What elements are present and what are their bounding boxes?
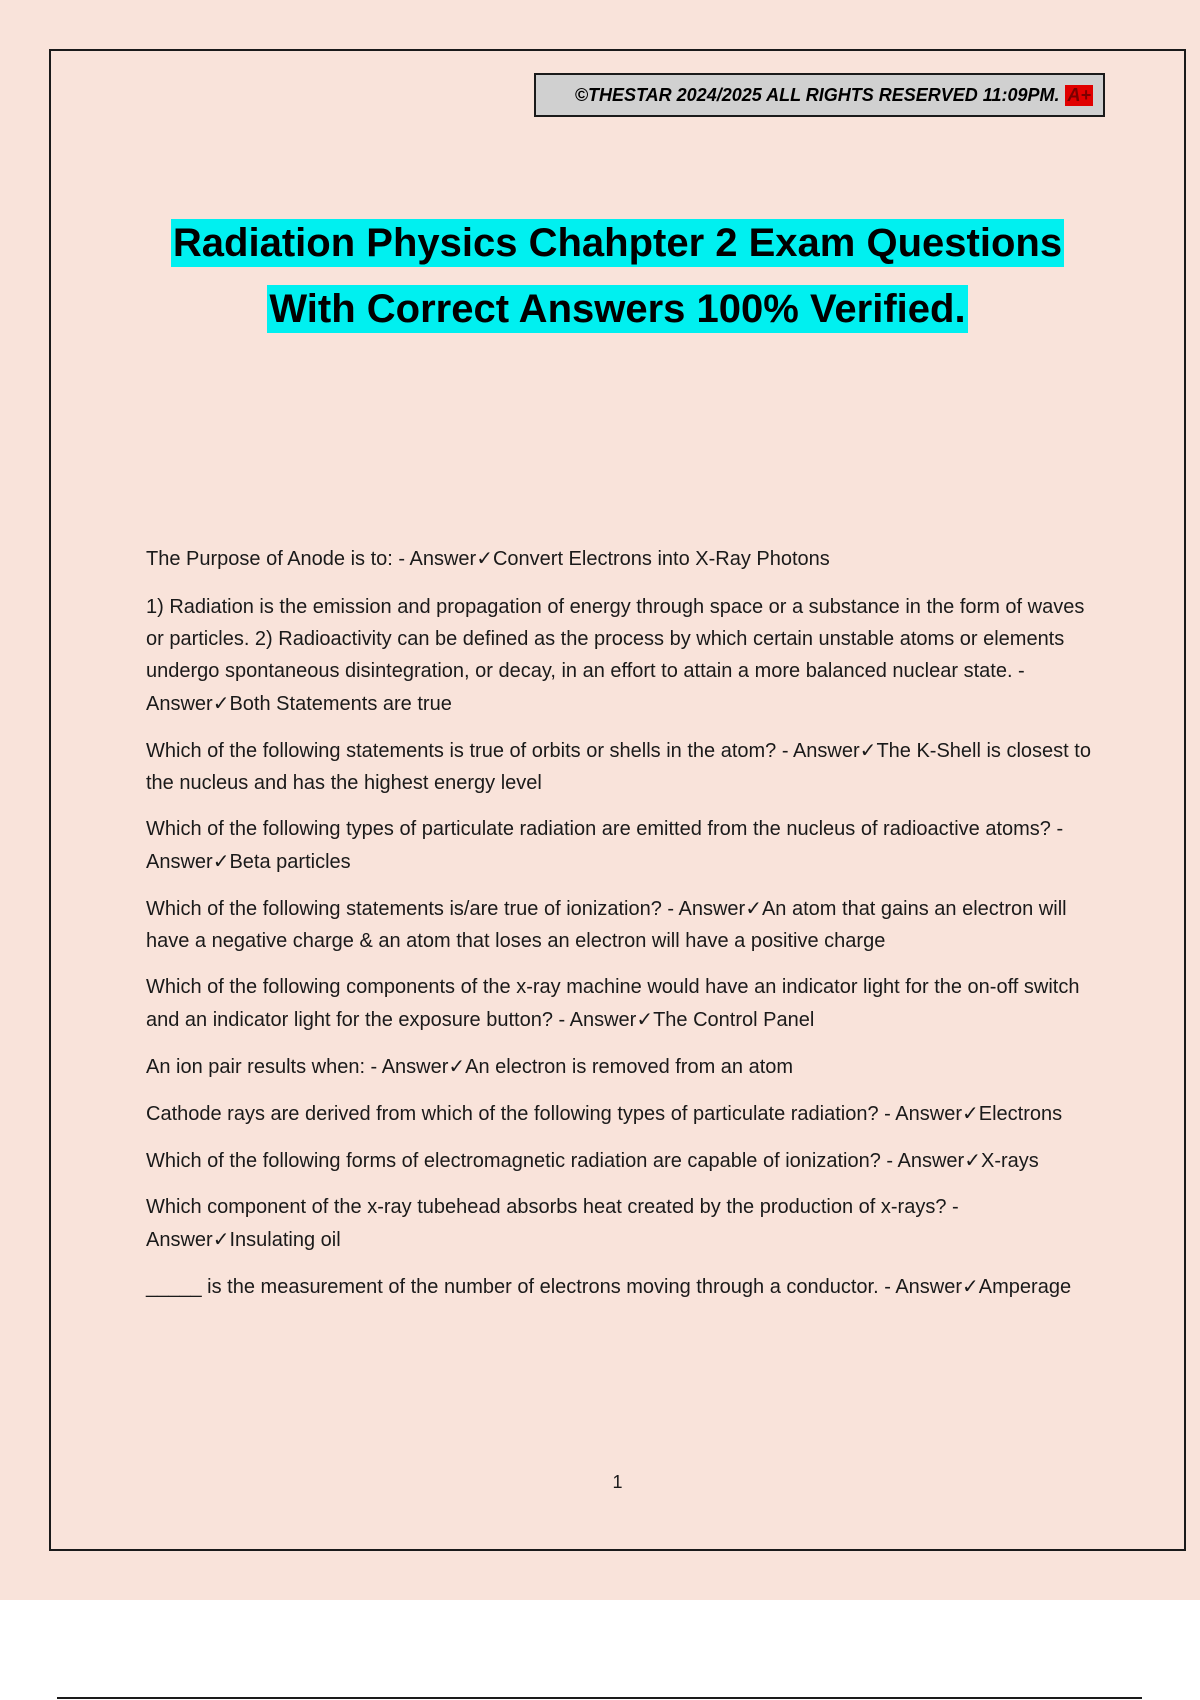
check-icon: ✓: [859, 738, 877, 762]
answer-text: An electron is removed from an atom: [465, 1056, 794, 1078]
page-number: 1: [612, 1472, 623, 1492]
answer-text: The K-Shell is closest to the nucleus and has the highest energy level: [146, 740, 1091, 794]
answer-label: Answer: [381, 1056, 449, 1078]
check-icon: ✓: [476, 546, 493, 570]
check-icon: ✓: [962, 1101, 979, 1125]
qa-list: [146, 542, 1096, 1317]
question-text: Which of the following components of the x-ray machine would have an indicator light for the on-off switch and an indicator light for the exposure button? -: [146, 976, 1080, 1031]
check-icon: ✓: [212, 1227, 230, 1251]
qa-item: [146, 813, 1096, 878]
answer-label: Answer: [897, 1150, 965, 1172]
question-text: Cathode rays are derived from which of the following types of particulate radiation? -: [146, 1103, 896, 1125]
title-line-2: With Correct Answers 100% Verified.: [269, 287, 966, 331]
answer-label: Answer: [146, 693, 213, 715]
copyright-banner: [534, 73, 1105, 117]
answer-text: Beta particles: [229, 851, 351, 873]
question-text: _____ is the measurement of the number of electrons moving through a conductor. -: [146, 1276, 896, 1298]
question-text: Which of the following statements is/are true of ionization? -: [146, 898, 679, 920]
answer-label: Answer: [409, 548, 477, 570]
answer-label: Answer: [895, 1103, 962, 1125]
qa-item: [146, 971, 1096, 1036]
check-icon: ✓: [636, 1007, 654, 1031]
check-icon: ✓: [745, 896, 762, 920]
qa-item: [146, 734, 1096, 799]
check-icon: ✓: [212, 691, 230, 715]
qa-item: [146, 1050, 1096, 1083]
qa-item: [146, 1097, 1096, 1130]
answer-label: Answer: [569, 1009, 637, 1031]
document-title: [0, 210, 1200, 342]
answer-label: Answer: [146, 851, 213, 873]
answer-text: Amperage: [978, 1276, 1072, 1298]
answer-text: Convert Electrons into X-Ray Photons: [492, 548, 830, 570]
title-line-1: Radiation Physics Chahpter 2 Exam Questions: [172, 221, 1063, 265]
qa-item: [146, 1144, 1096, 1177]
answer-text: The Control Panel: [653, 1009, 815, 1031]
answer-label: Answer: [146, 1229, 213, 1251]
copyright-text: ©THESTAR 2024/2025 ALL RIGHTS RESERVED 11:09PM.: [574, 84, 1060, 105]
qa-item: [146, 1191, 1096, 1256]
check-icon: ✓: [212, 849, 230, 873]
question-text: An ion pair results when: -: [146, 1056, 382, 1078]
answer-text: An atom that gains an electron will have a negative charge & an atom that loses an electron will have a positive charge: [146, 898, 1067, 952]
qa-item: [146, 542, 1096, 575]
question-text: Which of the following forms of electromagnetic radiation are capable of ionization? -: [146, 1150, 898, 1172]
check-icon: ✓: [448, 1054, 466, 1078]
answer-text: Insulating oil: [229, 1229, 341, 1251]
answer-label: Answer: [895, 1276, 963, 1298]
footer-divider: [57, 1697, 1142, 1699]
grade-badge: A+: [1067, 84, 1091, 105]
check-icon: ✓: [962, 1274, 979, 1298]
answer-text: Both Statements are true: [229, 693, 452, 715]
check-icon: ✓: [964, 1148, 981, 1172]
answer-label: Answer: [792, 740, 860, 762]
answer-label: Answer: [678, 898, 746, 920]
question-text: The Purpose of Anode is to: -: [146, 548, 410, 570]
question-text: 1) Radiation is the emission and propagation of energy through space or a substance in the form of waves or particles. 2) Radioactivity can be defined as the process by which certain unstable atoms or elements undergo spontaneous disintegration, or decay, in an effort to attain a more balanced nuclear state. -: [146, 596, 1085, 682]
qa-item: [146, 591, 1096, 720]
question-text: Which component of the x-ray tubehead absorbs heat created by the production of x-rays? -: [146, 1196, 959, 1218]
question-text: Which of the following statements is true of orbits or shells in the atom? -: [146, 740, 793, 762]
qa-item: [146, 1270, 1096, 1303]
answer-text: X-rays: [980, 1150, 1039, 1172]
question-text: Which of the following types of particulate radiation are emitted from the nucleus of radioactive atoms? -: [146, 818, 1064, 840]
qa-item: [146, 892, 1096, 957]
answer-text: Electrons: [978, 1103, 1063, 1125]
